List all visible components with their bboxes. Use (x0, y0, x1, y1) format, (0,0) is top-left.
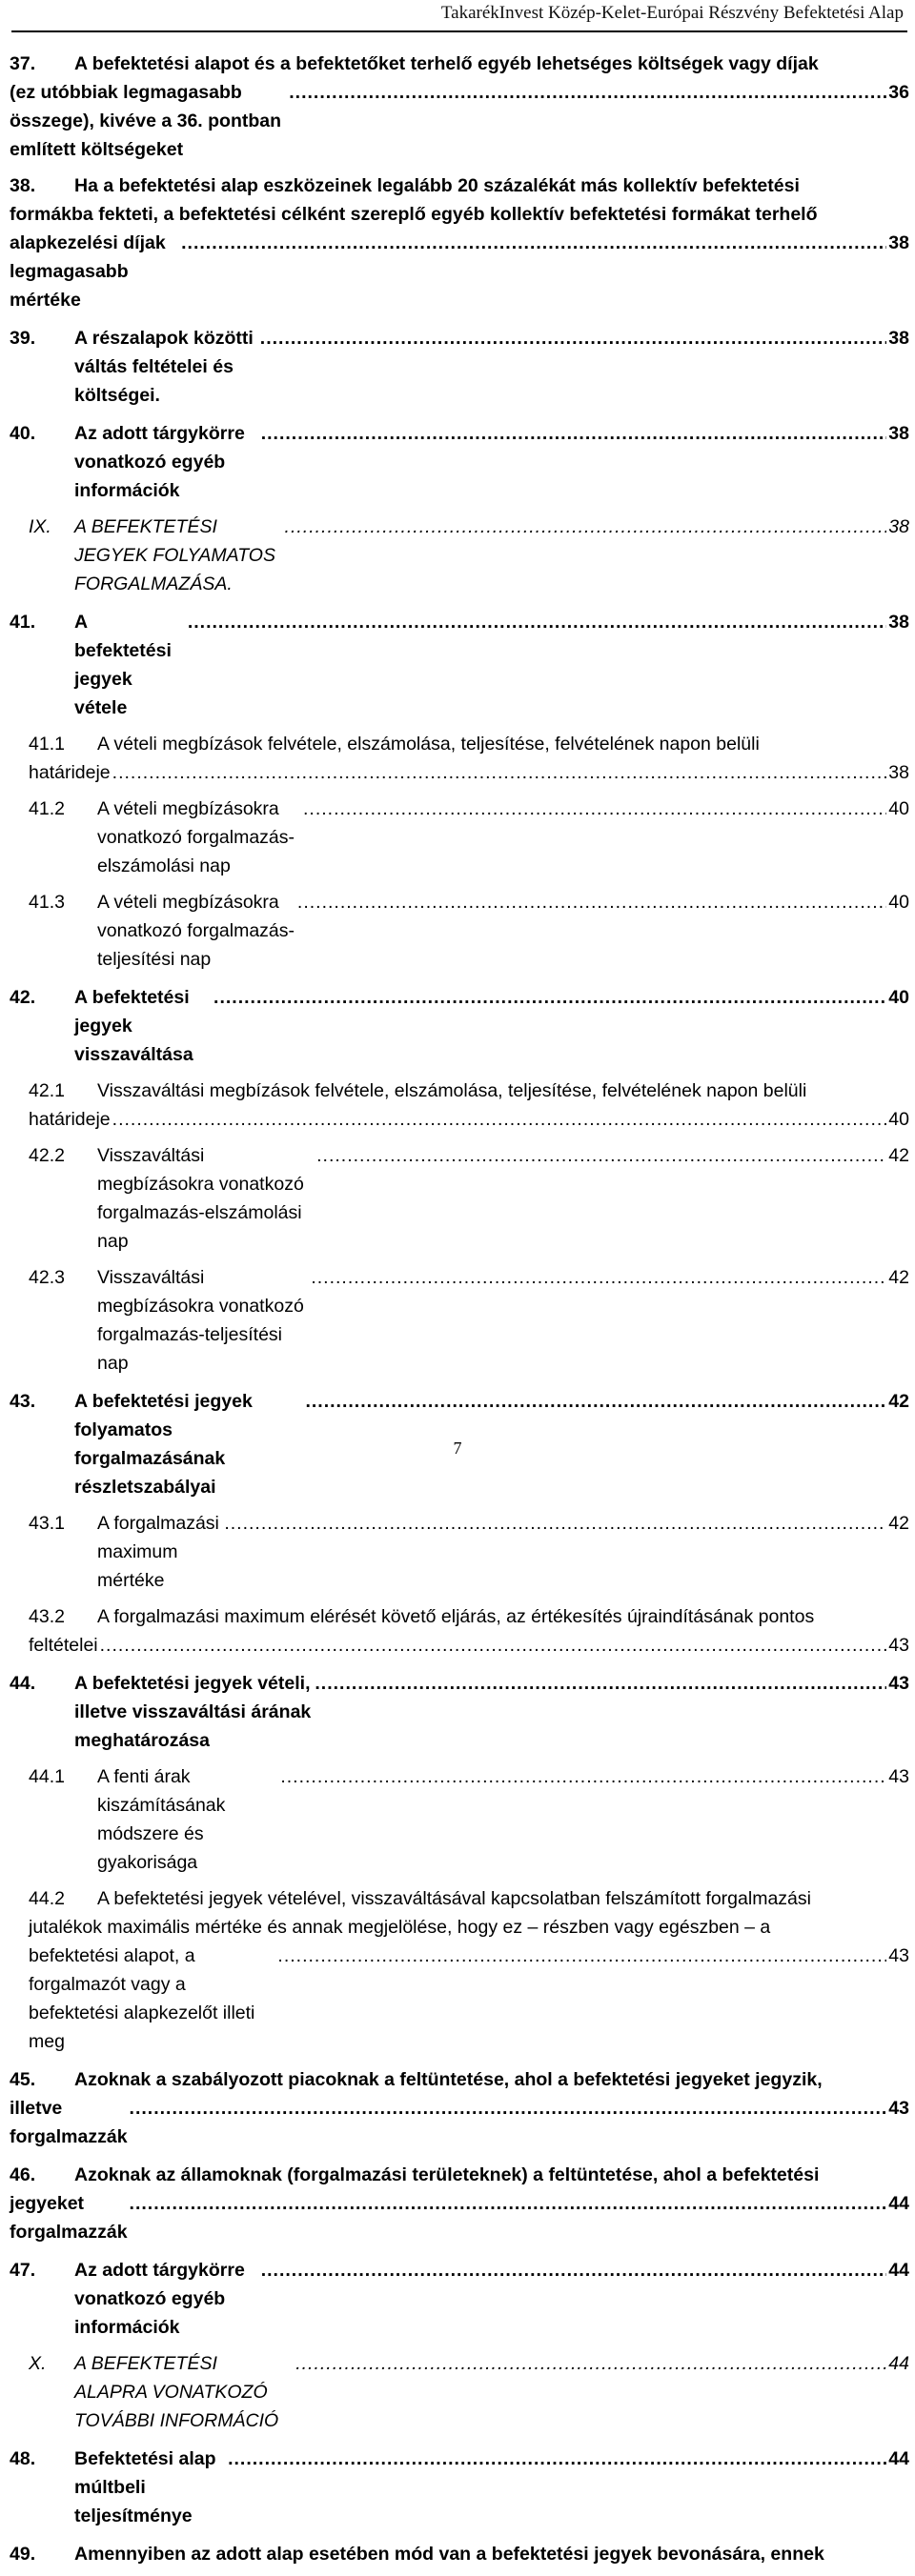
toc-page: 40 (888, 987, 909, 1008)
toc-page: 36 (888, 82, 909, 103)
toc-title: Az adott tárgykörre vonatkozó egyéb információk (74, 2260, 245, 2338)
toc-page: 42 (888, 1267, 909, 1288)
running-header (11, 0, 907, 32)
toc-entry-40[interactable] (10, 419, 909, 505)
toc-number: 45. (10, 2069, 36, 2090)
toc-number: 38. (10, 175, 36, 196)
toc-title: Befektetési alap múltbeli teljesítménye (74, 2448, 216, 2526)
toc-title: A vételi megbízások felvétele, elszámolása, teljesítése, felvételének napon belüli (97, 734, 760, 755)
toc-page: 44 (888, 2260, 909, 2281)
toc-entry-41-1[interactable] (29, 730, 909, 787)
toc-page: 44 (888, 2448, 909, 2469)
leader-dots (311, 1263, 886, 1292)
toc-number: IX. (29, 516, 51, 537)
table-of-contents (10, 50, 909, 2576)
toc-entry-43-1[interactable] (29, 1509, 909, 1595)
toc-title: A befektetési jegyek folyamatos forgalmazásának részletszabályai (74, 1391, 253, 1498)
toc-title: A vételi megbízásokra vonatkozó forgalmazás-teljesítési nap (97, 892, 295, 970)
toc-number: X. (29, 2353, 47, 2374)
leader-dots (228, 2445, 886, 2473)
toc-page: 44 (888, 2353, 909, 2374)
leader-dots (261, 2256, 886, 2284)
toc-page: 44 (888, 2193, 909, 2214)
toc-number: 41.1 (29, 734, 65, 755)
leader-dots (181, 229, 886, 257)
toc-title-continued: (ez utóbbiak legmagasabb összege), kivéve a 36. pontban említett költségeket (10, 82, 282, 160)
toc-title-continued: határideje (29, 762, 111, 783)
toc-entry-48[interactable] (10, 2445, 909, 2530)
toc-title: Azoknak az államoknak (forgalmazási területeknek) a feltüntetése, ahol a befektetési (74, 2164, 820, 2185)
toc-title-continued: alapkezelési díjak legmagasabb mértéke (10, 232, 166, 311)
toc-number: 49. (10, 2544, 36, 2565)
leader-dots (260, 324, 886, 352)
toc-number: 37. (10, 53, 36, 74)
toc-number: 42.2 (29, 1145, 65, 1166)
toc-title: Azoknak a szabályozott piacoknak a feltüntetése, ahol a befektetési jegyeket jegyzik, (74, 2069, 823, 2090)
toc-number: 43. (10, 1391, 36, 1412)
toc-title: Amennyiben az adott alap esetében mód van a befektetési jegyek bevonására, ennek (74, 2544, 824, 2565)
toc-page: 43 (888, 2098, 909, 2119)
toc-page: 43 (888, 1673, 909, 1694)
toc-title: Visszaváltási megbízásokra vonatkozó forgalmazás-teljesítési nap (97, 1267, 304, 1374)
toc-number: 47. (10, 2260, 36, 2281)
toc-title: A forgalmazási maximum mértéke (97, 1513, 219, 1591)
leader-dots (112, 758, 886, 787)
leader-dots (224, 1509, 886, 1538)
toc-title: A befektetési jegyek vétele (74, 612, 172, 718)
toc-entry-42-3[interactable] (29, 1263, 909, 1378)
leader-dots (280, 1762, 886, 1791)
toc-entry-41-2[interactable] (29, 795, 909, 880)
toc-entry-43-2[interactable] (29, 1602, 909, 1660)
toc-entry-ix[interactable] (29, 513, 909, 598)
toc-page: 40 (888, 892, 909, 913)
toc-page: 38 (888, 232, 909, 253)
toc-page: 38 (888, 762, 909, 783)
toc-title-continued: illetve forgalmazzák (10, 2098, 128, 2147)
toc-title: A befektetési alapot és a befektetőket terhelő egyéb lehetséges költségek vagy díjak (74, 53, 819, 74)
leader-dots (130, 2189, 886, 2218)
toc-page: 42 (888, 1145, 909, 1166)
toc-page: 42 (888, 1513, 909, 1534)
toc-number: 41. (10, 612, 36, 633)
toc-number: 46. (10, 2164, 36, 2185)
toc-number: 43.1 (29, 1513, 65, 1534)
leader-dots (130, 2094, 886, 2123)
toc-title: A befektetési jegyek vételi, illetve visszaváltási árának meghatározása (74, 1673, 312, 1751)
leader-dots (285, 513, 886, 541)
toc-entry-42-2[interactable] (29, 1141, 909, 1256)
toc-title-continued: jegyeket forgalmazzák (10, 2193, 128, 2243)
toc-entry-45[interactable] (10, 2065, 909, 2151)
toc-title: A befektetési jegyek visszaváltása (74, 987, 193, 1065)
leader-dots (295, 2349, 886, 2378)
leader-dots (188, 608, 886, 636)
toc-number: 41.3 (29, 892, 65, 913)
toc-title: A forgalmazási maximum elérését követő eljárás, az értékesítés újraindításának pontos (97, 1606, 815, 1627)
leader-dots (289, 78, 886, 107)
leader-dots (315, 1669, 886, 1698)
toc-number: 40. (10, 423, 36, 444)
toc-number: 44. (10, 1673, 36, 1694)
header-title: TakarékInvest Közép-Kelet-Európai Részvény Befektetési Alap (440, 3, 904, 23)
toc-entry-49[interactable] (10, 2540, 909, 2568)
toc-page: 43 (888, 1766, 909, 1787)
toc-title: A részalapok közötti váltás feltételei és költségei. (74, 328, 254, 406)
toc-entry-42[interactable] (10, 983, 909, 1069)
toc-entry-44-1[interactable] (29, 1762, 909, 1877)
leader-dots (112, 1105, 886, 1134)
toc-page: 40 (888, 798, 909, 819)
toc-title: A fenti árak kiszámításának módszere és gyakorisága (97, 1766, 226, 1873)
toc-entry-47[interactable] (10, 2256, 909, 2342)
toc-number: 42.1 (29, 1080, 65, 1101)
toc-title: Az adott tárgykörre vonatkozó egyéb információk (74, 423, 245, 501)
toc-entry-39[interactable] (10, 324, 909, 410)
toc-page: 38 (888, 516, 909, 537)
toc-number: 43.2 (29, 1606, 65, 1627)
toc-title-continued: befektetési alapot, a forgalmazót vagy a befektetési alapkezelőt illeti meg (29, 1945, 255, 2052)
leader-dots (303, 795, 886, 823)
toc-page: 42 (888, 1391, 909, 1412)
toc-page: 38 (888, 423, 909, 444)
toc-title: A befektetési jegyek vételével, visszaváltásával kapcsolatban felszámított forgalmazási (97, 1888, 811, 1909)
leader-dots (316, 1141, 886, 1170)
toc-title-continued: határideje (29, 1109, 111, 1130)
toc-title: Visszaváltási megbízások felvétele, elszámolása, teljesítése, felvételének napon belüli (97, 1080, 807, 1101)
leader-dots (261, 419, 886, 448)
toc-title-continued: jutalékok maximális mértéke és annak megjelölése, hogy ez – részben vagy egészben – a (29, 1917, 771, 1938)
leader-dots (214, 983, 886, 1012)
toc-number: 42. (10, 987, 36, 1008)
toc-entry-41[interactable] (10, 608, 909, 722)
toc-number: 48. (10, 2448, 36, 2469)
toc-entry-x[interactable] (29, 2349, 909, 2435)
toc-entry-46[interactable] (10, 2161, 909, 2246)
toc-entry-41-3[interactable] (29, 888, 909, 974)
toc-title: Visszaváltási megbízásokra vonatkozó forgalmazás-elszámolási nap (97, 1145, 304, 1252)
toc-entry-38[interactable] (10, 171, 909, 314)
toc-number: 39. (10, 328, 36, 349)
leader-dots (297, 888, 886, 916)
toc-title: Ha a befektetési alap eszközeinek legalább 20 százalékát más kollektív befektetési (74, 175, 800, 196)
toc-page: 38 (888, 612, 909, 633)
toc-title-continued: feltételei (29, 1635, 98, 1656)
leader-dots (305, 1387, 886, 1416)
toc-title: A BEFEKTETÉSI JEGYEK FOLYAMATOS FORGALMAZÁSA. (74, 516, 275, 594)
toc-title: A BEFEKTETÉSI ALAPRA VONATKOZÓ TOVÁBBI INFORMÁCIÓ (74, 2353, 279, 2431)
toc-number: 42.3 (29, 1267, 65, 1288)
page-number: 7 (453, 1439, 462, 1458)
toc-number: 44.1 (29, 1766, 65, 1787)
toc-title: A vételi megbízásokra vonatkozó forgalmazás-elszámolási nap (97, 798, 295, 876)
toc-entry-37[interactable] (10, 50, 909, 164)
toc-number: 41.2 (29, 798, 65, 819)
toc-entry-42-1[interactable] (29, 1077, 909, 1134)
toc-entry-44-2[interactable] (29, 1884, 909, 2056)
leader-dots (100, 1631, 886, 1660)
toc-number: 44.2 (29, 1888, 65, 1909)
toc-entry-44[interactable] (10, 1669, 909, 1755)
toc-page: 40 (888, 1109, 909, 1130)
leader-dots (277, 1942, 886, 1970)
toc-page: 43 (888, 1945, 909, 1966)
toc-title-continued: formákba fekteti, a befektetési célként szereplő egyéb kollektív befektetési formákat terhelő (10, 204, 818, 225)
toc-page: 38 (888, 328, 909, 349)
toc-page: 43 (888, 1635, 909, 1656)
